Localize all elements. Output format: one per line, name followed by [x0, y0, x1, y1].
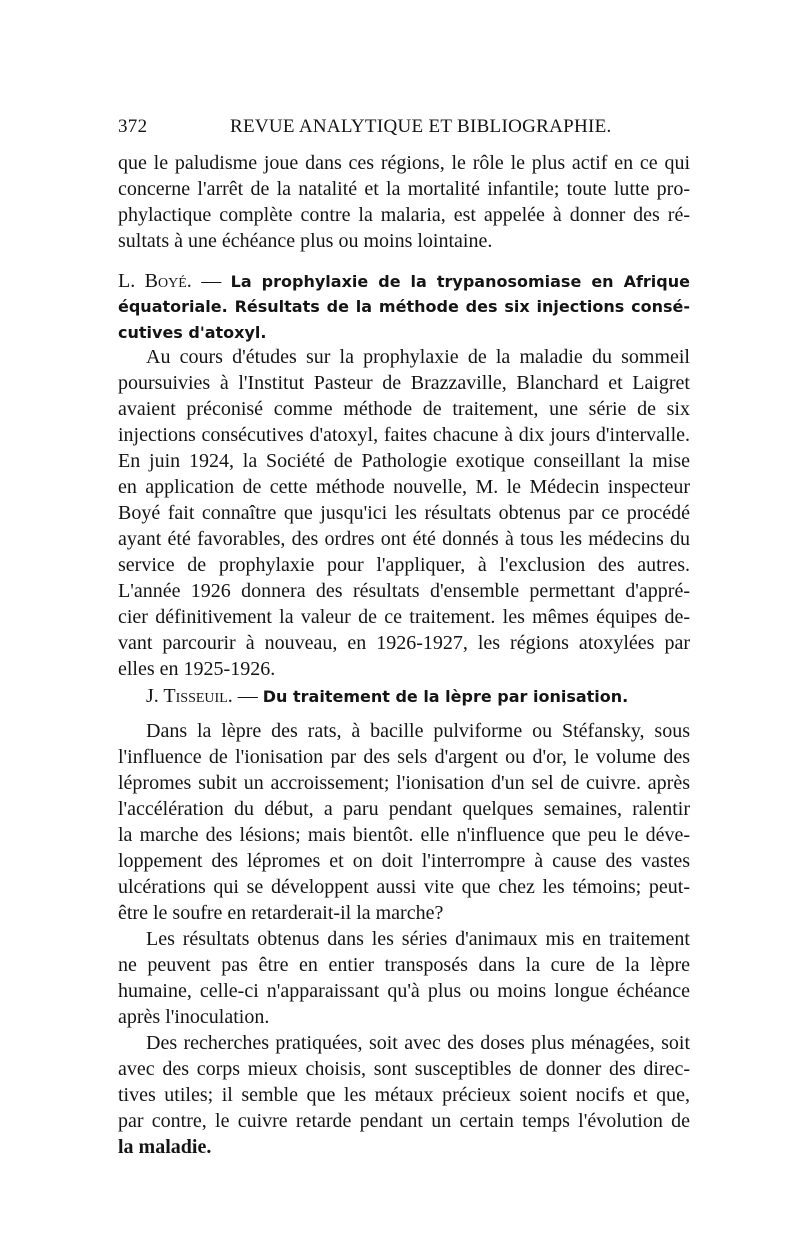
text-line: ne peuvent pas être en entier transposés dans la cure de la lèpre: [118, 954, 690, 976]
heading-line: [118, 268, 690, 294]
article1-title: équatoriale. Résultats de la méthode des six injections consé-: [118, 297, 690, 316]
text-line: l'influence de l'ionisation par des sels d'argent ou d'or, le volume des: [118, 746, 690, 768]
text-line: concerne l'arrêt de la natalité et la mortalité infantile; toute lutte pro-: [118, 178, 690, 200]
article1-title: cutives d'atoxyl.: [118, 323, 267, 342]
intro-paragraph: [118, 150, 690, 254]
text-line: humaine, celle-ci n'apparaissant qu'à plus ou moins longue échéance: [118, 980, 690, 1002]
article2-author: J. Tisseuil.: [146, 685, 233, 707]
heading-dash: —: [232, 685, 263, 707]
text-line: loppement des lépromes et on doit l'interrompre à cause des vastes: [118, 850, 690, 872]
heading-dash: —: [191, 270, 231, 292]
text-line: ayant été favorables, des ordres ont été donnés à tous les médecins du: [118, 528, 690, 550]
running-title: REVUE ANALYTIQUE ET BIBLIOGRAPHIE.: [230, 116, 612, 137]
text-line: Des recherches pratiquées, soit avec des doses plus ménagées, soit: [146, 1032, 690, 1054]
text-line: en application de cette méthode nouvelle, M. le Médecin inspecteur: [118, 476, 690, 498]
article1-heading: [118, 268, 690, 346]
page-number: 372: [118, 116, 148, 137]
text-line: après l'inoculation.: [118, 1006, 270, 1028]
text-line: Au cours d'études sur la prophylaxie de la maladie du sommeil: [146, 346, 690, 368]
text-line: la maladie.: [118, 1136, 212, 1158]
text-line: injections consécutives d'atoxyl, faites chacune à dix jours d'intervalle.: [118, 424, 690, 446]
text-line: avaient préconisé comme méthode de traitement, une série de six: [118, 398, 690, 420]
text-line: tives utiles; il semble que les métaux précieux soient nocifs et que,: [118, 1084, 690, 1106]
article2-heading: [118, 683, 690, 709]
text-line: être le soufre en retarderait-il la marche?: [118, 902, 444, 924]
text-line: l'accélération du début, a paru pendant quelques semaines, ralentir: [118, 798, 690, 820]
text-line: service de prophylaxie pour l'appliquer, à l'exclusion des autres.: [118, 554, 690, 576]
article1-body: [118, 344, 690, 682]
article1-author: L. Boyé.: [118, 270, 192, 292]
heading-line: [118, 683, 690, 709]
text-line: par contre, le cuivre retarde pendant un certain temps l'évolution de: [118, 1110, 690, 1132]
article1-title: La prophylaxie de la trypanosomiase en Afrique: [230, 272, 690, 291]
text-line: elles en 1925-1926.: [118, 658, 276, 680]
article2-title: Du traitement de la lèpre par ionisation.: [262, 687, 629, 706]
text-line: lépromes subit un accroissement; l'ionisation d'un sel de cuivre. après: [118, 772, 690, 794]
text-line: la marche des lésions; mais bientôt. elle n'influence que peu le déve-: [118, 824, 690, 846]
text-line: avec des corps mieux choisis, sont susceptibles de donner des direc-: [118, 1058, 690, 1080]
text-line: vant parcourir à nouveau, en 1926-1927, les régions atoxylées par: [118, 632, 690, 654]
article2-body: [118, 718, 690, 1160]
text-line: Boyé fait connaître que jusqu'ici les résultats obtenus par ce procédé: [118, 502, 690, 524]
text-line: poursuivies à l'Institut Pasteur de Brazzaville, Blanchard et Laigret: [118, 372, 690, 394]
text-line: L'année 1926 donnera des résultats d'ensemble permettant d'appré-: [118, 580, 690, 602]
text-line: Les résultats obtenus dans les séries d'animaux mis en traitement: [146, 928, 690, 950]
text-line: Dans la lèpre des rats, à bacille pulviforme ou Stéfansky, sous: [146, 720, 690, 742]
text-line: que le paludisme joue dans ces régions, le rôle le plus actif en ce qui: [118, 152, 690, 174]
text-line: En juin 1924, la Société de Pathologie exotique conseillant la mise: [118, 450, 690, 472]
text-line: cier définitivement la valeur de ce traitement. les mêmes équipes de-: [118, 606, 690, 628]
text-line: phylactique complète contre la malaria, est appelée à donner des ré-: [118, 204, 690, 226]
text-line: sultats à une échéance plus ou moins lointaine.: [118, 230, 493, 252]
text-line: ulcérations qui se développent aussi vite que chez les témoins; peut-: [118, 876, 690, 898]
